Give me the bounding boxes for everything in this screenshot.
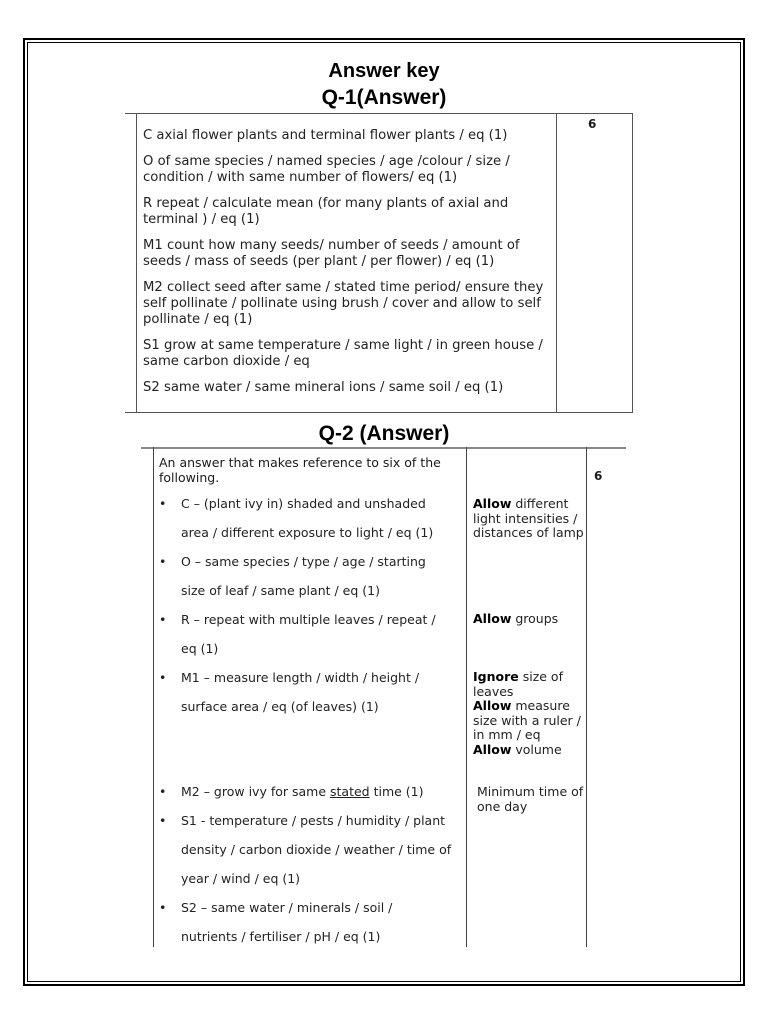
q1-point-o: O of same species / named species / age /colour / size / condition / with same number of flowers/ eq (1) — [143, 154, 510, 185]
q2-heading: Q-2 (Answer) — [318, 422, 450, 445]
q1-point-s1: S1 grow at same temperature / same light / in green house / same carbon dioxide / eq — [143, 338, 543, 369]
bullet: • — [159, 612, 167, 627]
q2-point-m1-line2: surface area / eq (of leaves) (1) — [181, 699, 379, 714]
q2-marks: 6 — [594, 469, 603, 483]
q2-table — [141, 447, 626, 947]
q2-point-c-line1: C – (plant ivy in) shaded and unshaded — [181, 496, 426, 511]
q1-point-r: R repeat / calculate mean (for many plants of axial and terminal ) / eq (1) — [143, 196, 509, 227]
q1-point-c: C axial flower plants and terminal flower plants / eq (1) — [143, 128, 508, 143]
q2-point-s1-line1: S1 - temperature / pests / humidity / plant — [181, 813, 446, 828]
q2-point-o-line1: O – same species / type / age / starting — [181, 554, 426, 569]
q2-note-groups: Allow groups — [473, 611, 559, 626]
q1-column-divider — [556, 114, 557, 412]
q2-left-rule — [153, 447, 154, 947]
q2-point-m2-line1: M2 – grow ivy for same stated time (1) — [181, 784, 424, 799]
q1-table — [125, 113, 633, 413]
bullet: • — [159, 670, 167, 685]
q2-point-r-line1: R – repeat with multiple leaves / repeat / — [181, 612, 436, 627]
q2-note-light: Allow different light intensities / distances of lamp — [473, 496, 584, 540]
bullet: • — [159, 900, 167, 915]
q2-note-measure: Ignore size of leaves Allow measure size with a ruler / in mm / eq Allow volume — [473, 669, 581, 757]
q2-point-s1-line3: year / wind / eq (1) — [181, 871, 301, 886]
q1-point-m1: M1 count how many seeds/ number of seeds / amount of seeds / mass of seeds (per plant / per flower) / eq (1) — [143, 238, 520, 269]
q2-point-s2-line1: S2 – same water / minerals / soil / — [181, 900, 393, 915]
q1-point-m2: M2 collect seed after same / stated time period/ ensure they self pollinate / pollinate using brush / cover and allow to self pollinate / eq (1) — [143, 280, 544, 327]
answer-key-title: Answer key — [328, 60, 440, 82]
q2-intro: An answer that makes reference to six of the following. — [159, 455, 441, 485]
q2-point-r-line2: eq (1) — [181, 641, 219, 656]
q2-point-o-line2: size of leaf / same plant / eq (1) — [181, 583, 380, 598]
bullet: • — [159, 784, 167, 799]
bullet: • — [159, 813, 167, 828]
q1-heading: Q-1(Answer) — [321, 86, 447, 109]
q2-point-m1-line1: M1 – measure length / width / height / — [181, 670, 420, 685]
q2-point-s1-line2: density / carbon dioxide / weather / time of — [181, 842, 452, 857]
bullet: • — [159, 496, 167, 511]
bullet: • — [159, 554, 167, 569]
q1-left-rule — [136, 114, 137, 412]
q2-note-minimum-time: Minimum time of one day — [477, 784, 584, 814]
q1-answer-points — [143, 128, 555, 406]
q1-marks: 6 — [588, 117, 597, 131]
q2-point-s2-line2: nutrients / fertiliser / pH / eq (1) — [181, 929, 381, 944]
q1-point-s2: S2 same water / same mineral ions / same soil / eq (1) — [143, 380, 504, 395]
q2-point-c-line2: area / different exposure to light / eq (1) — [181, 525, 434, 540]
q2-top-rule — [141, 447, 626, 449]
